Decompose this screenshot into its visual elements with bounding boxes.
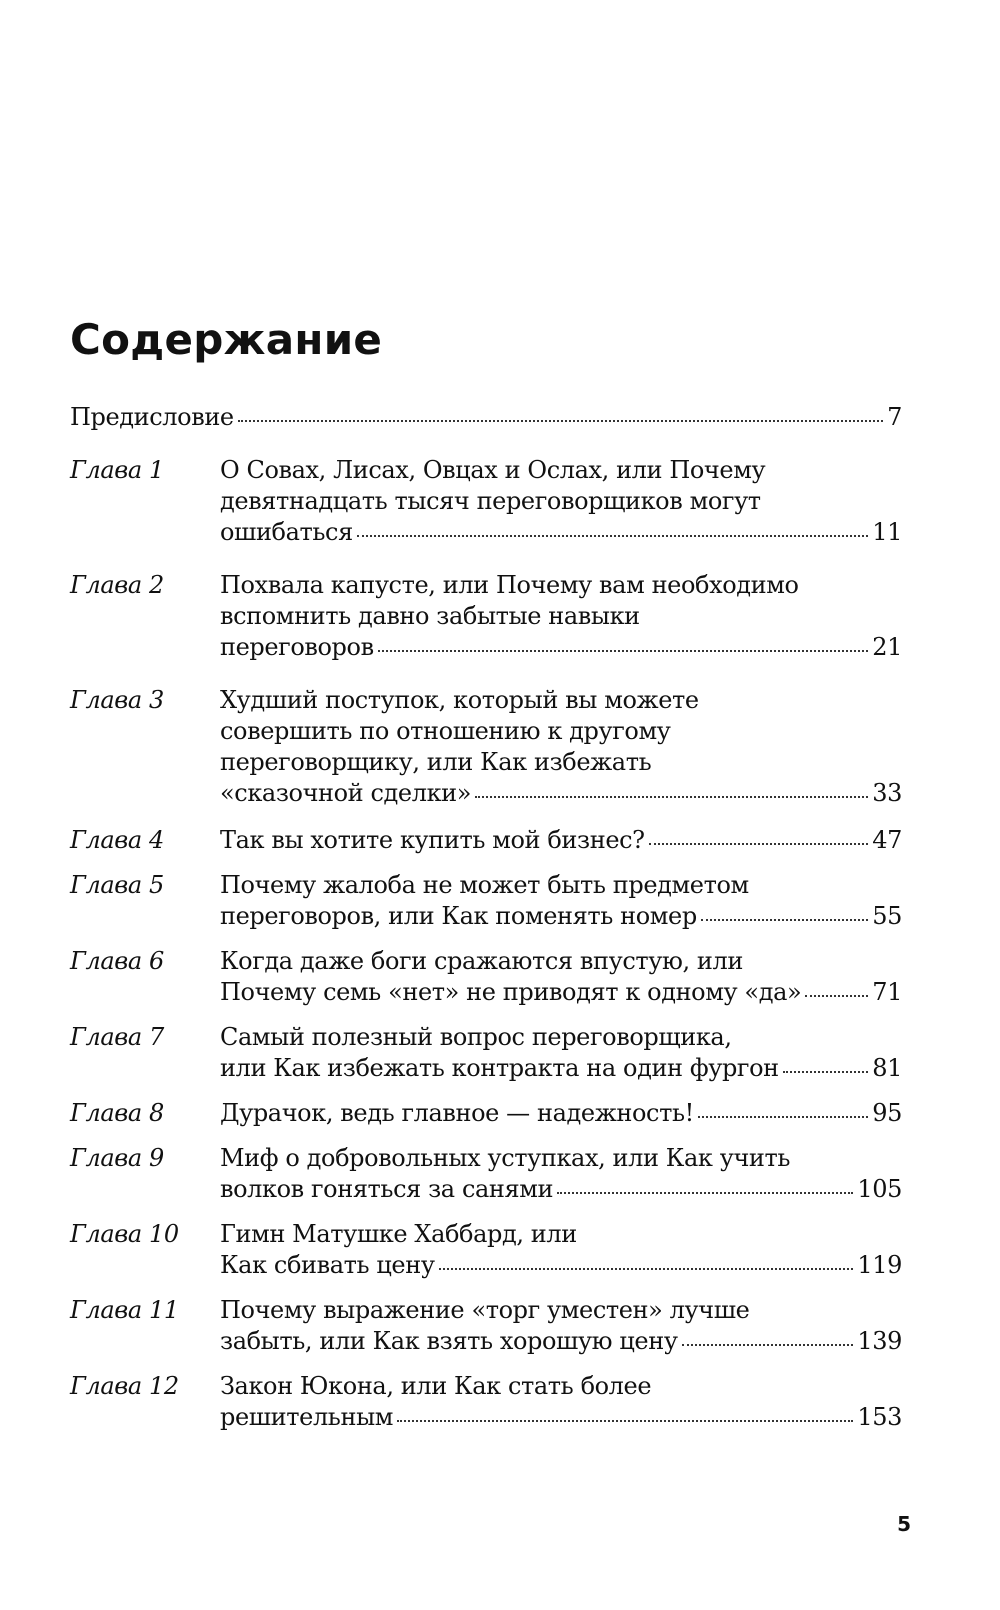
chapter-title-line: Дурачок, ведь главное — надежность! <box>220 1099 694 1127</box>
dot-leader <box>357 535 868 537</box>
dot-leader <box>439 1268 854 1270</box>
chapter-label: Глава 3 <box>70 686 164 714</box>
toc-entry-preface <box>70 402 902 433</box>
chapter-title-line: Самый полезный вопрос переговорщика, <box>220 1023 732 1051</box>
toc-entry-chapter <box>70 1219 902 1281</box>
chapter-title-line: Закон Юкона, или Как стать более <box>220 1372 652 1400</box>
chapter-label: Глава 10 <box>70 1220 179 1248</box>
chapter-list <box>70 455 902 1433</box>
toc-entry-chapter <box>70 1295 902 1357</box>
chapter-label: Глава 12 <box>70 1372 179 1400</box>
toc-entry-chapter <box>70 1022 902 1084</box>
chapter-label: Глава 11 <box>70 1296 179 1324</box>
chapter-title-line: Почему семь «нет» не приводят к одному «да» <box>220 978 802 1006</box>
toc-entry-page: 11 <box>872 518 902 546</box>
toc-entry-page: 33 <box>872 779 902 807</box>
dot-leader <box>649 843 869 845</box>
page-number: 5 <box>897 1512 911 1536</box>
chapter-title-block <box>220 1022 902 1084</box>
dot-leader <box>475 796 868 798</box>
chapter-title-last-line <box>220 778 902 809</box>
chapter-title-last-line <box>220 1402 902 1433</box>
dot-leader <box>238 420 883 422</box>
chapter-title-last-line <box>220 1053 902 1084</box>
page-title: Содержание <box>70 315 383 364</box>
chapter-title-line: переговоров, или Как поменять номер <box>220 902 697 930</box>
toc-entry-page: 139 <box>857 1327 902 1355</box>
chapter-title-line: Когда даже боги сражаются впустую, или <box>220 947 743 975</box>
chapter-title-last-line <box>220 632 902 663</box>
chapter-title-line: Миф о добровольных уступках, или Как учить <box>220 1144 791 1172</box>
toc-entry-chapter <box>70 455 902 548</box>
toc-entry-chapter <box>70 946 902 1008</box>
toc-entry-page: 95 <box>872 1099 902 1127</box>
toc-entry-page: 119 <box>857 1251 902 1279</box>
chapter-title-line: вспомнить давно забытые навыки <box>220 602 640 630</box>
chapter-title-last-line <box>220 517 902 548</box>
chapter-title-line: девятнадцать тысяч переговорщиков могут <box>220 487 761 515</box>
chapter-label: Глава 7 <box>70 1023 164 1051</box>
chapter-label: Глава 6 <box>70 947 164 975</box>
chapter-title-line: Как сбивать цену <box>220 1251 435 1279</box>
chapter-title-line: или Как избежать контракта на один фургон <box>220 1054 779 1082</box>
chapter-title-block <box>220 870 902 932</box>
chapter-title-line: забыть, или Как взять хорошую цену <box>220 1327 678 1355</box>
chapter-title-last-line <box>220 1174 902 1205</box>
toc-entry-page: 21 <box>872 633 902 661</box>
toc-entry-chapter <box>70 825 902 856</box>
chapter-title-line: волков гоняться за санями <box>220 1175 554 1203</box>
toc-entry-page: 47 <box>872 826 902 854</box>
chapter-label: Глава 1 <box>70 456 164 484</box>
chapter-title-last-line <box>220 1098 902 1129</box>
chapter-title-block <box>220 1371 902 1433</box>
chapter-title-last-line <box>220 1250 902 1281</box>
dot-leader <box>682 1344 854 1346</box>
toc-entry-chapter <box>70 1143 902 1205</box>
chapter-title-line: совершить по отношению к другому <box>220 717 671 745</box>
chapter-label: Глава 5 <box>70 871 164 899</box>
chapter-title-block <box>220 1295 902 1357</box>
dot-leader <box>378 650 869 652</box>
chapter-title-line: переговорщику, или Как избежать <box>220 748 652 776</box>
chapter-title-line: решительным <box>220 1403 394 1431</box>
dot-leader <box>397 1420 853 1422</box>
toc-entry-chapter <box>70 870 902 932</box>
chapter-title-last-line <box>220 1326 902 1357</box>
toc-entry-page: 55 <box>872 902 902 930</box>
toc-entry-page: 105 <box>857 1175 902 1203</box>
dot-leader <box>557 1192 853 1194</box>
chapter-title-line: «сказочной сделки» <box>220 779 472 807</box>
toc-entry-chapter <box>70 1371 902 1433</box>
chapter-title-block <box>220 570 902 663</box>
chapter-title-line: Худший поступок, который вы можете <box>220 686 699 714</box>
chapter-title-line: О Совах, Лисах, Овцах и Ослах, или Почему <box>220 456 766 484</box>
chapter-title-block <box>220 946 902 1008</box>
toc-entry-title: Предисловие <box>70 403 234 431</box>
chapter-title-line: Почему жалоба не может быть предметом <box>220 871 749 899</box>
chapter-title-block <box>220 825 902 856</box>
dot-leader <box>698 1116 868 1118</box>
toc-entry-chapter <box>70 570 902 663</box>
chapter-title-line: ошибаться <box>220 518 353 546</box>
toc-entry-page: 7 <box>887 403 902 431</box>
chapter-label: Глава 2 <box>70 571 164 599</box>
chapter-title-block <box>220 685 902 809</box>
toc-entry-chapter <box>70 1098 902 1129</box>
dot-leader <box>783 1071 868 1073</box>
toc-entry-chapter <box>70 685 902 809</box>
chapter-label: Глава 9 <box>70 1144 164 1172</box>
chapter-title-line: Почему выражение «торг уместен» лучше <box>220 1296 750 1324</box>
chapter-title-last-line <box>220 901 902 932</box>
toc-entry-page: 81 <box>872 1054 902 1082</box>
chapter-title-line: Так вы хотите купить мой бизнес? <box>220 826 645 854</box>
chapter-title-line: Похвала капусте, или Почему вам необходимо <box>220 571 799 599</box>
chapter-title-line: переговоров <box>220 633 374 661</box>
chapter-title-block <box>220 1098 902 1129</box>
toc-entry-page: 71 <box>872 978 902 1006</box>
dot-leader <box>805 995 868 997</box>
chapter-title-last-line <box>220 825 902 856</box>
chapter-title-line: Гимн Матушке Хаббард, или <box>220 1220 577 1248</box>
chapter-title-last-line <box>220 977 902 1008</box>
chapter-title-block <box>220 1143 902 1205</box>
table-of-contents <box>70 402 902 1433</box>
chapter-label: Глава 8 <box>70 1099 164 1127</box>
dot-leader <box>701 919 868 921</box>
chapter-label: Глава 4 <box>70 826 164 854</box>
chapter-title-block <box>220 455 902 548</box>
toc-entry-page: 153 <box>857 1403 902 1431</box>
chapter-title-block <box>220 1219 902 1281</box>
